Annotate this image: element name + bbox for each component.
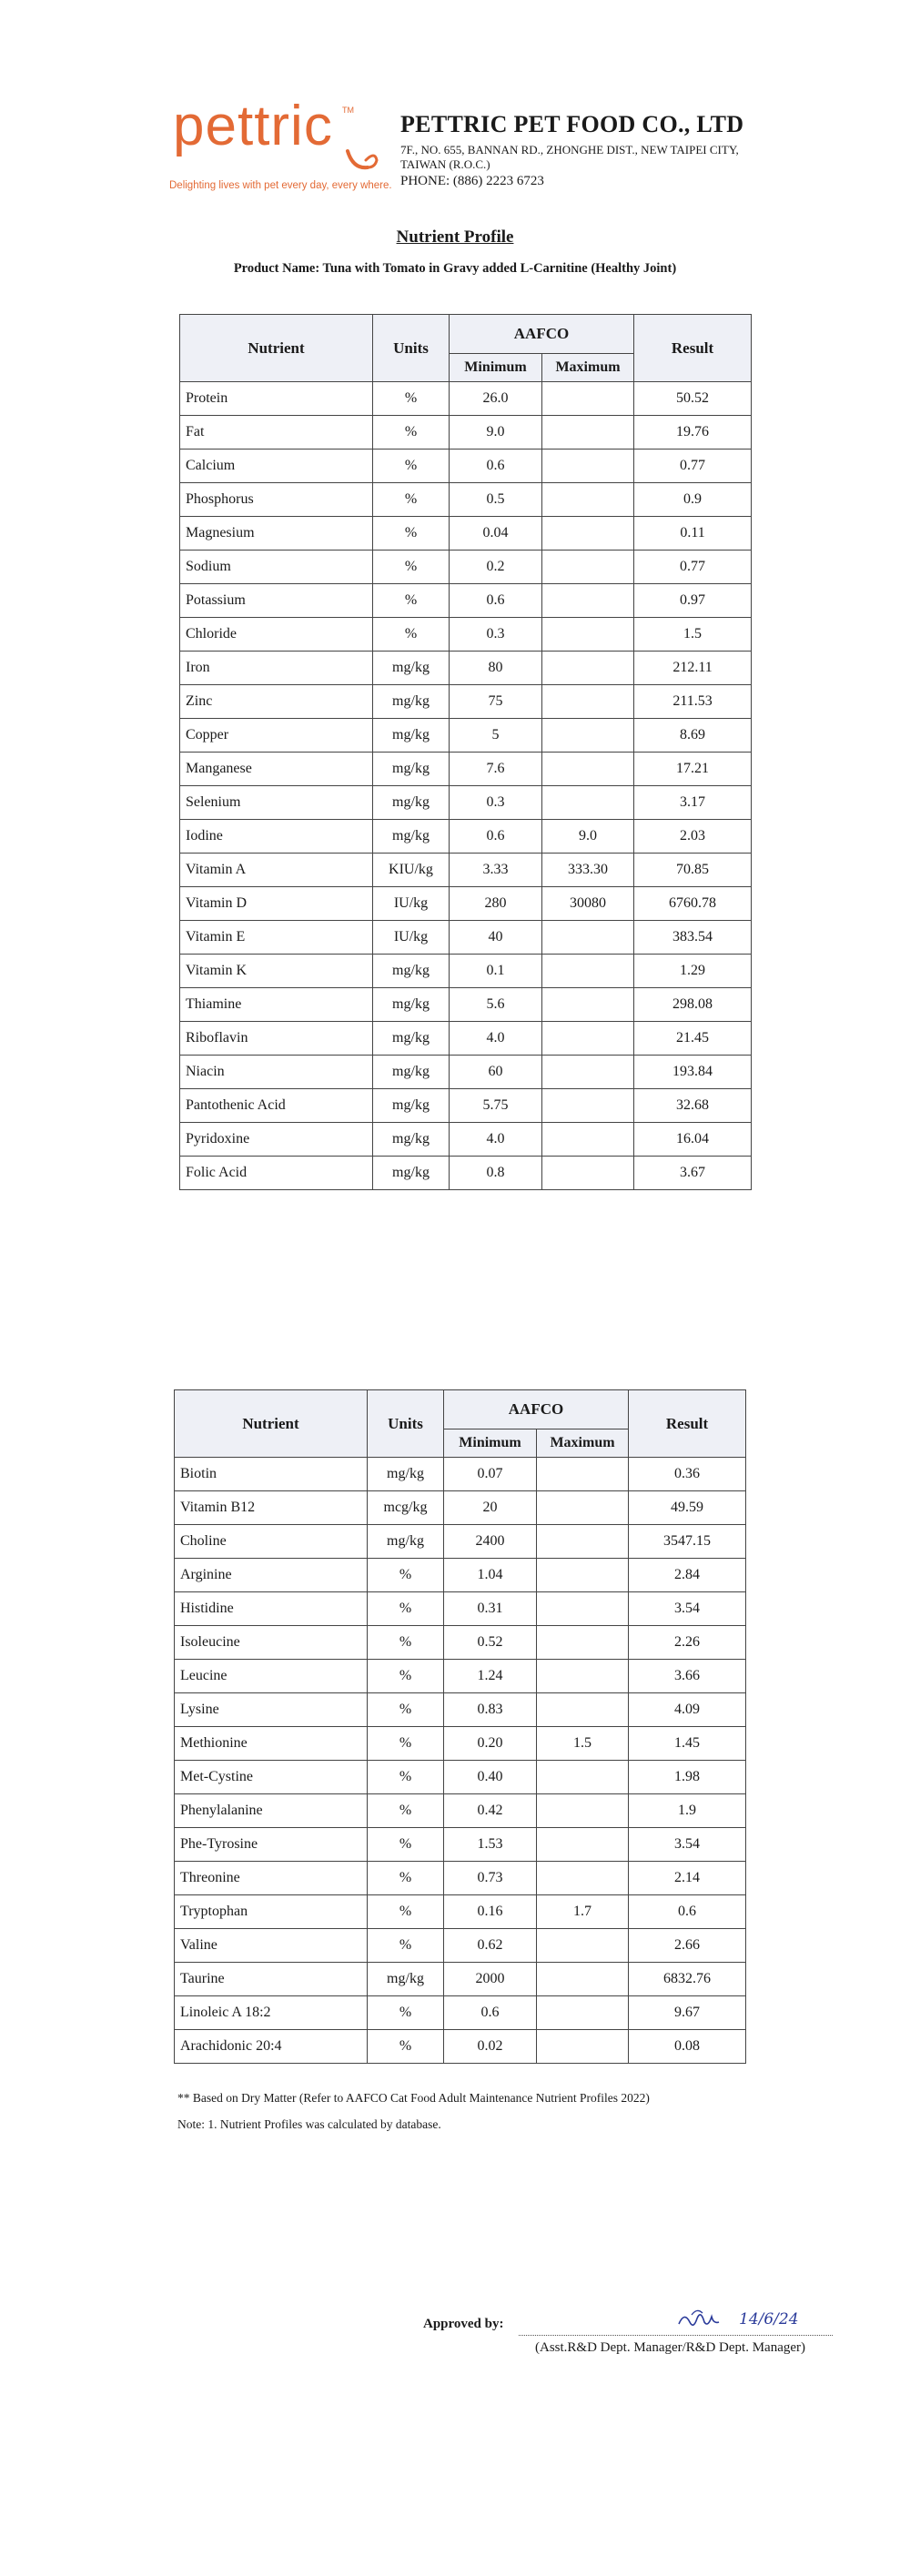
nutrient-cell: Biotin bbox=[175, 1458, 368, 1491]
result-cell: 1.29 bbox=[634, 955, 752, 988]
minimum-cell: 75 bbox=[450, 685, 542, 719]
calculation-note: Note: 1. Nutrient Profiles was calculated by database. bbox=[177, 2117, 441, 2131]
maximum-cell bbox=[537, 2030, 629, 2064]
result-cell: 49.59 bbox=[629, 1491, 746, 1525]
table-row bbox=[180, 551, 752, 584]
maximum-cell: 9.0 bbox=[542, 820, 634, 854]
result-cell: 0.08 bbox=[629, 2030, 746, 2064]
result-cell: 0.77 bbox=[634, 551, 752, 584]
minimum-cell: 0.5 bbox=[450, 483, 542, 517]
units-cell: % bbox=[368, 1929, 444, 1963]
maximum-cell bbox=[537, 1693, 629, 1727]
nutrient-cell: Isoleucine bbox=[175, 1626, 368, 1660]
table-row bbox=[175, 1458, 746, 1491]
units-cell: % bbox=[368, 1828, 444, 1862]
minimum-cell: 0.8 bbox=[450, 1157, 542, 1190]
minimum-cell: 1.04 bbox=[444, 1559, 537, 1592]
units-cell: % bbox=[373, 382, 450, 416]
table-row bbox=[180, 382, 752, 416]
minimum-cell: 40 bbox=[450, 921, 542, 955]
nutrient-cell: Met-Cystine bbox=[175, 1761, 368, 1794]
minimum-cell: 280 bbox=[450, 887, 542, 921]
units-cell: mg/kg bbox=[373, 719, 450, 753]
maximum-cell bbox=[542, 1123, 634, 1157]
header-aafco: AAFCO bbox=[444, 1390, 629, 1429]
nutrient-cell: Arachidonic 20:4 bbox=[175, 2030, 368, 2064]
maximum-cell bbox=[537, 1660, 629, 1693]
table-row bbox=[180, 1022, 752, 1056]
header-nutrient: Nutrient bbox=[180, 315, 373, 382]
maximum-cell bbox=[542, 988, 634, 1022]
minimum-cell: 0.07 bbox=[444, 1458, 537, 1491]
table-row bbox=[180, 719, 752, 753]
maximum-cell bbox=[542, 1022, 634, 1056]
table-row bbox=[180, 584, 752, 618]
maximum-cell bbox=[542, 921, 634, 955]
nutrient-cell: Protein bbox=[180, 382, 373, 416]
units-cell: mg/kg bbox=[368, 1525, 444, 1559]
logo-wordmark: pettric bbox=[173, 95, 333, 157]
table-row bbox=[175, 1828, 746, 1862]
table-row bbox=[175, 1727, 746, 1761]
signature-line bbox=[519, 2335, 833, 2336]
table-row bbox=[180, 1089, 752, 1123]
result-cell: 3.17 bbox=[634, 786, 752, 820]
table-row bbox=[175, 1794, 746, 1828]
header-units: Units bbox=[373, 315, 450, 382]
table-row bbox=[180, 786, 752, 820]
table-1-body bbox=[180, 382, 752, 1190]
units-cell: % bbox=[373, 618, 450, 652]
units-cell: % bbox=[368, 1794, 444, 1828]
result-cell: 1.45 bbox=[629, 1727, 746, 1761]
result-cell: 1.98 bbox=[629, 1761, 746, 1794]
units-cell: mg/kg bbox=[373, 1089, 450, 1123]
document-title: Nutrient Profile bbox=[396, 227, 514, 247]
nutrient-cell: Zinc bbox=[180, 685, 373, 719]
result-cell: 383.54 bbox=[634, 921, 752, 955]
table-row bbox=[175, 1626, 746, 1660]
units-cell: % bbox=[368, 1996, 444, 2030]
maximum-cell bbox=[542, 685, 634, 719]
nutrient-cell: Methionine bbox=[175, 1727, 368, 1761]
header-nutrient: Nutrient bbox=[175, 1390, 368, 1458]
maximum-cell bbox=[542, 753, 634, 786]
nutrient-cell: Threonine bbox=[175, 1862, 368, 1895]
result-cell: 19.76 bbox=[634, 416, 752, 450]
minimum-cell: 0.16 bbox=[444, 1895, 537, 1929]
result-cell: 1.5 bbox=[634, 618, 752, 652]
maximum-cell bbox=[542, 450, 634, 483]
table-row bbox=[175, 1592, 746, 1626]
result-cell: 2.26 bbox=[629, 1626, 746, 1660]
nutrient-cell: Copper bbox=[180, 719, 373, 753]
nutrient-cell: Phenylalanine bbox=[175, 1794, 368, 1828]
maximum-cell bbox=[537, 1963, 629, 1996]
table-row bbox=[180, 820, 752, 854]
nutrient-cell: Arginine bbox=[175, 1559, 368, 1592]
maximum-cell bbox=[537, 1828, 629, 1862]
result-cell: 9.67 bbox=[629, 1996, 746, 2030]
minimum-cell: 0.42 bbox=[444, 1794, 537, 1828]
units-cell: KIU/kg bbox=[373, 854, 450, 887]
result-cell: 0.97 bbox=[634, 584, 752, 618]
table-row bbox=[180, 854, 752, 887]
minimum-cell: 4.0 bbox=[450, 1123, 542, 1157]
units-cell: % bbox=[373, 584, 450, 618]
units-cell: % bbox=[373, 416, 450, 450]
table-row bbox=[180, 753, 752, 786]
result-cell: 6760.78 bbox=[634, 887, 752, 921]
result-cell: 2.14 bbox=[629, 1862, 746, 1895]
units-cell: % bbox=[368, 1559, 444, 1592]
units-cell: mg/kg bbox=[373, 1022, 450, 1056]
nutrient-cell: Pyridoxine bbox=[180, 1123, 373, 1157]
result-cell: 2.66 bbox=[629, 1929, 746, 1963]
result-cell: 0.77 bbox=[634, 450, 752, 483]
table-row bbox=[175, 1963, 746, 1996]
table-row bbox=[180, 921, 752, 955]
minimum-cell: 0.52 bbox=[444, 1626, 537, 1660]
units-cell: % bbox=[368, 1660, 444, 1693]
units-cell: mg/kg bbox=[373, 1123, 450, 1157]
units-cell: IU/kg bbox=[373, 921, 450, 955]
maximum-cell bbox=[537, 1929, 629, 1963]
minimum-cell: 9.0 bbox=[450, 416, 542, 450]
maximum-cell: 1.7 bbox=[537, 1895, 629, 1929]
result-cell: 2.84 bbox=[629, 1559, 746, 1592]
units-cell: % bbox=[368, 1592, 444, 1626]
nutrient-cell: Choline bbox=[175, 1525, 368, 1559]
table-row bbox=[175, 1895, 746, 1929]
header-minimum: Minimum bbox=[444, 1429, 537, 1458]
nutrient-cell: Sodium bbox=[180, 551, 373, 584]
table-2-body bbox=[175, 1458, 746, 2064]
minimum-cell: 1.24 bbox=[444, 1660, 537, 1693]
header-minimum: Minimum bbox=[450, 354, 542, 382]
nutrient-cell: Niacin bbox=[180, 1056, 373, 1089]
result-cell: 298.08 bbox=[634, 988, 752, 1022]
maximum-cell bbox=[542, 551, 634, 584]
result-cell: 0.9 bbox=[634, 483, 752, 517]
nutrient-cell: Riboflavin bbox=[180, 1022, 373, 1056]
header-result: Result bbox=[634, 315, 752, 382]
table-row bbox=[180, 652, 752, 685]
dry-matter-note: ** Based on Dry Matter (Refer to AAFCO Cat Food Adult Maintenance Nutrient Profiles 2022) bbox=[177, 2091, 650, 2105]
table-row bbox=[180, 887, 752, 921]
maximum-cell bbox=[542, 517, 634, 551]
units-cell: % bbox=[368, 1895, 444, 1929]
maximum-cell bbox=[537, 1491, 629, 1525]
result-cell: 6832.76 bbox=[629, 1963, 746, 1996]
minimum-cell: 0.02 bbox=[444, 2030, 537, 2064]
maximum-cell bbox=[542, 786, 634, 820]
maximum-cell bbox=[542, 584, 634, 618]
nutrient-table-2 bbox=[174, 1389, 746, 2064]
result-cell: 212.11 bbox=[634, 652, 752, 685]
table-row bbox=[180, 483, 752, 517]
maximum-cell bbox=[537, 1525, 629, 1559]
nutrient-cell: Fat bbox=[180, 416, 373, 450]
table-row bbox=[180, 517, 752, 551]
nutrient-cell: Linoleic A 18:2 bbox=[175, 1996, 368, 2030]
minimum-cell: 20 bbox=[444, 1491, 537, 1525]
result-cell: 211.53 bbox=[634, 685, 752, 719]
units-cell: mg/kg bbox=[373, 753, 450, 786]
minimum-cell: 3.33 bbox=[450, 854, 542, 887]
table-row bbox=[175, 1525, 746, 1559]
minimum-cell: 1.53 bbox=[444, 1828, 537, 1862]
table-row bbox=[180, 955, 752, 988]
result-cell: 0.11 bbox=[634, 517, 752, 551]
result-cell: 2.03 bbox=[634, 820, 752, 854]
result-cell: 3.67 bbox=[634, 1157, 752, 1190]
nutrient-cell: Vitamin E bbox=[180, 921, 373, 955]
units-cell: mg/kg bbox=[373, 820, 450, 854]
result-cell: 8.69 bbox=[634, 719, 752, 753]
table-row bbox=[175, 1693, 746, 1727]
units-cell: % bbox=[373, 551, 450, 584]
units-cell: mg/kg bbox=[368, 1963, 444, 1996]
units-cell: % bbox=[373, 483, 450, 517]
maximum-cell bbox=[537, 1626, 629, 1660]
units-cell: IU/kg bbox=[373, 887, 450, 921]
result-cell: 16.04 bbox=[634, 1123, 752, 1157]
result-cell: 3.66 bbox=[629, 1660, 746, 1693]
nutrient-cell: Folic Acid bbox=[180, 1157, 373, 1190]
nutrient-cell: Vitamin K bbox=[180, 955, 373, 988]
table-row bbox=[175, 1996, 746, 2030]
units-cell: mg/kg bbox=[373, 955, 450, 988]
minimum-cell: 0.3 bbox=[450, 786, 542, 820]
minimum-cell: 0.83 bbox=[444, 1693, 537, 1727]
table-row bbox=[175, 1862, 746, 1895]
handwritten-signature bbox=[673, 2302, 810, 2335]
minimum-cell: 0.73 bbox=[444, 1862, 537, 1895]
table-row bbox=[180, 450, 752, 483]
nutrient-cell: Pantothenic Acid bbox=[180, 1089, 373, 1123]
header-result: Result bbox=[629, 1390, 746, 1458]
nutrient-cell: Vitamin B12 bbox=[175, 1491, 368, 1525]
maximum-cell: 333.30 bbox=[542, 854, 634, 887]
product-name: Product Name: Tuna with Tomato in Gravy added L-Carnitine (Healthy Joint) bbox=[233, 261, 677, 276]
company-address-line2: TAIWAN (R.O.C.) bbox=[400, 157, 490, 171]
minimum-cell: 4.0 bbox=[450, 1022, 542, 1056]
units-cell: % bbox=[368, 1727, 444, 1761]
minimum-cell: 0.6 bbox=[450, 584, 542, 618]
minimum-cell: 0.6 bbox=[450, 450, 542, 483]
nutrient-cell: Tryptophan bbox=[175, 1895, 368, 1929]
units-cell: mg/kg bbox=[373, 988, 450, 1022]
table-row bbox=[180, 988, 752, 1022]
logo-trademark: TM bbox=[342, 106, 354, 115]
minimum-cell: 60 bbox=[450, 1056, 542, 1089]
logo-smile-icon bbox=[344, 140, 380, 177]
maximum-cell bbox=[542, 1056, 634, 1089]
table-row bbox=[175, 2030, 746, 2064]
units-cell: mg/kg bbox=[373, 652, 450, 685]
units-cell: % bbox=[373, 517, 450, 551]
table-row bbox=[180, 1056, 752, 1089]
units-cell: mg/kg bbox=[373, 685, 450, 719]
nutrient-table-1 bbox=[179, 314, 752, 1190]
maximum-cell bbox=[537, 1458, 629, 1491]
table-row bbox=[180, 1157, 752, 1190]
result-cell: 32.68 bbox=[634, 1089, 752, 1123]
maximum-cell bbox=[542, 382, 634, 416]
nutrient-cell: Chloride bbox=[180, 618, 373, 652]
minimum-cell: 7.6 bbox=[450, 753, 542, 786]
result-cell: 21.45 bbox=[634, 1022, 752, 1056]
logo-tagline: Delighting lives with pet every day, every where. bbox=[169, 180, 392, 191]
table-row bbox=[180, 1123, 752, 1157]
units-cell: mg/kg bbox=[373, 786, 450, 820]
nutrient-cell: Potassium bbox=[180, 584, 373, 618]
nutrient-cell: Leucine bbox=[175, 1660, 368, 1693]
company-logo bbox=[169, 95, 392, 198]
minimum-cell: 26.0 bbox=[450, 382, 542, 416]
minimum-cell: 2400 bbox=[444, 1525, 537, 1559]
result-cell: 17.21 bbox=[634, 753, 752, 786]
minimum-cell: 0.6 bbox=[444, 1996, 537, 2030]
units-cell: % bbox=[368, 1862, 444, 1895]
table-row bbox=[175, 1929, 746, 1963]
result-cell: 3547.15 bbox=[629, 1525, 746, 1559]
company-address-line1: 7F., NO. 655, BANNAN RD., ZHONGHE DIST., NEW TAIPEI CITY, bbox=[400, 143, 739, 157]
units-cell: % bbox=[368, 1761, 444, 1794]
header-maximum: Maximum bbox=[542, 354, 634, 382]
minimum-cell: 2000 bbox=[444, 1963, 537, 1996]
result-cell: 70.85 bbox=[634, 854, 752, 887]
minimum-cell: 0.20 bbox=[444, 1727, 537, 1761]
minimum-cell: 0.62 bbox=[444, 1929, 537, 1963]
minimum-cell: 0.6 bbox=[450, 820, 542, 854]
result-cell: 0.6 bbox=[629, 1895, 746, 1929]
nutrient-cell: Calcium bbox=[180, 450, 373, 483]
minimum-cell: 0.1 bbox=[450, 955, 542, 988]
maximum-cell bbox=[537, 1794, 629, 1828]
minimum-cell: 0.40 bbox=[444, 1761, 537, 1794]
nutrient-cell: Lysine bbox=[175, 1693, 368, 1727]
header-units: Units bbox=[368, 1390, 444, 1458]
maximum-cell bbox=[537, 1862, 629, 1895]
result-cell: 1.9 bbox=[629, 1794, 746, 1828]
table-row bbox=[175, 1559, 746, 1592]
maximum-cell bbox=[537, 1592, 629, 1626]
minimum-cell: 5.75 bbox=[450, 1089, 542, 1123]
signature-date: 14/6/24 bbox=[739, 2310, 799, 2329]
minimum-cell: 5.6 bbox=[450, 988, 542, 1022]
result-cell: 3.54 bbox=[629, 1828, 746, 1862]
maximum-cell bbox=[537, 1996, 629, 2030]
minimum-cell: 0.31 bbox=[444, 1592, 537, 1626]
table-row bbox=[180, 685, 752, 719]
approved-by-label: Approved by: bbox=[423, 2317, 504, 2331]
maximum-cell bbox=[542, 652, 634, 685]
maximum-cell bbox=[537, 1559, 629, 1592]
minimum-cell: 0.2 bbox=[450, 551, 542, 584]
maximum-cell bbox=[542, 618, 634, 652]
company-phone: PHONE: (886) 2223 6723 bbox=[400, 174, 544, 188]
minimum-cell: 5 bbox=[450, 719, 542, 753]
header-aafco: AAFCO bbox=[450, 315, 634, 354]
units-cell: mg/kg bbox=[373, 1157, 450, 1190]
nutrient-cell: Phosphorus bbox=[180, 483, 373, 517]
result-cell: 3.54 bbox=[629, 1592, 746, 1626]
result-cell: 50.52 bbox=[634, 382, 752, 416]
nutrient-cell: Iodine bbox=[180, 820, 373, 854]
table-row bbox=[180, 618, 752, 652]
maximum-cell bbox=[542, 955, 634, 988]
minimum-cell: 0.04 bbox=[450, 517, 542, 551]
table-row bbox=[175, 1491, 746, 1525]
approver-title: (Asst.R&D Dept. Manager/R&D Dept. Manager) bbox=[535, 2340, 806, 2355]
result-cell: 193.84 bbox=[634, 1056, 752, 1089]
nutrient-cell: Magnesium bbox=[180, 517, 373, 551]
units-cell: % bbox=[373, 450, 450, 483]
nutrient-cell: Histidine bbox=[175, 1592, 368, 1626]
table-row bbox=[175, 1660, 746, 1693]
nutrient-cell: Vitamin D bbox=[180, 887, 373, 921]
units-cell: % bbox=[368, 2030, 444, 2064]
nutrient-cell: Iron bbox=[180, 652, 373, 685]
nutrient-cell: Valine bbox=[175, 1929, 368, 1963]
minimum-cell: 0.3 bbox=[450, 618, 542, 652]
maximum-cell bbox=[542, 416, 634, 450]
nutrient-cell: Vitamin A bbox=[180, 854, 373, 887]
units-cell: mg/kg bbox=[373, 1056, 450, 1089]
result-cell: 4.09 bbox=[629, 1693, 746, 1727]
maximum-cell bbox=[542, 1157, 634, 1190]
units-cell: mcg/kg bbox=[368, 1491, 444, 1525]
maximum-cell: 1.5 bbox=[537, 1727, 629, 1761]
nutrient-cell: Phe-Tyrosine bbox=[175, 1828, 368, 1862]
maximum-cell bbox=[542, 483, 634, 517]
table-row bbox=[180, 416, 752, 450]
maximum-cell bbox=[542, 719, 634, 753]
nutrient-cell: Taurine bbox=[175, 1963, 368, 1996]
maximum-cell bbox=[542, 1089, 634, 1123]
result-cell: 0.36 bbox=[629, 1458, 746, 1491]
nutrient-cell: Selenium bbox=[180, 786, 373, 820]
company-name: PETTRIC PET FOOD CO., LTD bbox=[400, 111, 744, 137]
units-cell: % bbox=[368, 1693, 444, 1727]
company-info bbox=[400, 111, 743, 189]
units-cell: % bbox=[368, 1626, 444, 1660]
nutrient-cell: Thiamine bbox=[180, 988, 373, 1022]
minimum-cell: 80 bbox=[450, 652, 542, 685]
table-row bbox=[175, 1761, 746, 1794]
maximum-cell: 30080 bbox=[542, 887, 634, 921]
units-cell: mg/kg bbox=[368, 1458, 444, 1491]
header-maximum: Maximum bbox=[537, 1429, 629, 1458]
maximum-cell bbox=[537, 1761, 629, 1794]
nutrient-cell: Manganese bbox=[180, 753, 373, 786]
